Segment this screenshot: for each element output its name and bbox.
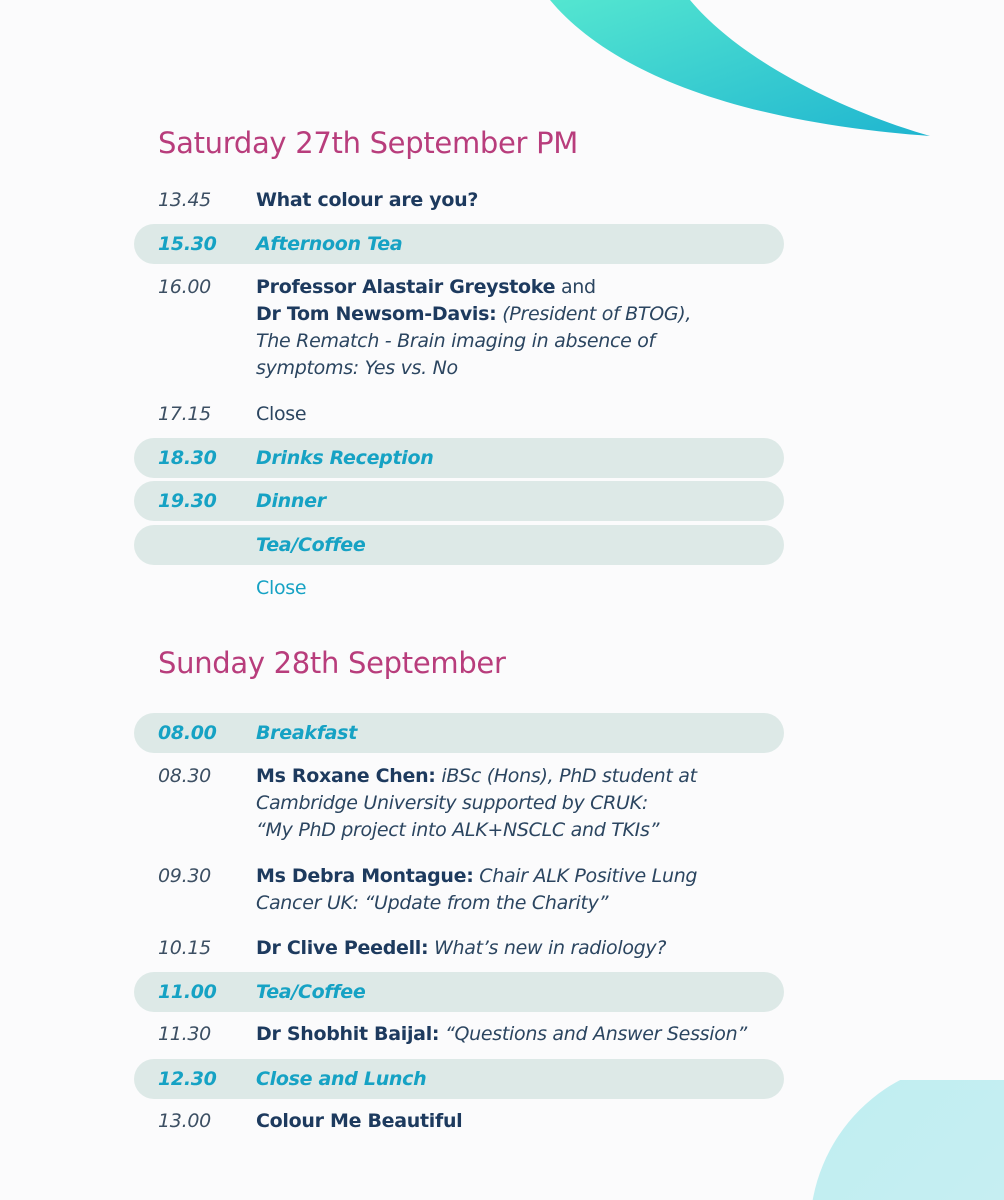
time: 17.15 bbox=[158, 403, 211, 425]
talk-detail: “Questions and Answer Session” bbox=[439, 1023, 747, 1045]
speaker-name: Dr Tom Newsom-Davis: bbox=[256, 303, 497, 325]
section-title-saturday: Saturday 27th September PM bbox=[158, 126, 578, 160]
schedule-row bbox=[134, 274, 784, 382]
description bbox=[256, 1021, 784, 1048]
time: 13.45 bbox=[158, 189, 211, 211]
talk-detail: (President of BTOG), bbox=[496, 303, 692, 325]
time: 16.00 bbox=[158, 276, 211, 298]
description: Breakfast bbox=[256, 721, 357, 744]
decorative-circle-shape bbox=[760, 1080, 1004, 1200]
schedule-row bbox=[134, 935, 784, 962]
decorative-wave-shape bbox=[540, 0, 960, 150]
description bbox=[256, 763, 784, 844]
event-title: Colour Me Beautiful bbox=[256, 1110, 463, 1132]
description: Close bbox=[256, 577, 307, 599]
talk-detail: symptoms: Yes vs. No bbox=[256, 357, 458, 379]
description: Tea/Coffee bbox=[256, 980, 366, 1003]
description: Close bbox=[256, 403, 307, 425]
talk-detail: Cambridge University supported by CRUK: bbox=[256, 792, 648, 814]
description bbox=[256, 1108, 784, 1135]
talk-detail: Chair ALK Positive Lung bbox=[473, 865, 698, 887]
description: Afternoon Tea bbox=[256, 232, 403, 255]
schedule-row bbox=[134, 763, 784, 844]
speaker-name: Dr Clive Peedell: bbox=[256, 937, 429, 959]
schedule-row bbox=[134, 1108, 784, 1135]
description bbox=[256, 863, 784, 917]
talk-detail: Cancer UK: “Update from the Charity” bbox=[256, 892, 609, 914]
description: Tea/Coffee bbox=[256, 533, 366, 556]
description bbox=[256, 274, 784, 382]
talk-detail: “My PhD project into ALK+NSCLC and TKIs” bbox=[256, 819, 660, 841]
schedule-row bbox=[134, 401, 784, 428]
speaker-name: Dr Shobhit Baijal: bbox=[256, 1023, 440, 1045]
schedule-row bbox=[134, 863, 784, 917]
speaker-name: Ms Roxane Chen: bbox=[256, 765, 436, 787]
speaker-name: Professor Alastair Greystoke bbox=[256, 276, 556, 298]
schedule-row-highlight bbox=[134, 481, 784, 521]
connector-text: and bbox=[555, 276, 596, 298]
time: 13.00 bbox=[158, 1110, 211, 1132]
time: 11.00 bbox=[158, 980, 217, 1003]
description: Dinner bbox=[256, 489, 326, 512]
schedule-row-highlight bbox=[134, 438, 784, 478]
schedule-row bbox=[134, 575, 784, 602]
time: 11.30 bbox=[158, 1023, 211, 1045]
talk-detail: What’s new in radiology? bbox=[428, 937, 667, 959]
speaker-name: Ms Debra Montague: bbox=[256, 865, 474, 887]
description: Drinks Reception bbox=[256, 446, 434, 469]
schedule-row bbox=[134, 1021, 784, 1048]
time: 09.30 bbox=[158, 865, 211, 887]
section-title-sunday: Sunday 28th September bbox=[158, 646, 506, 680]
schedule-row-highlight bbox=[134, 713, 784, 753]
description bbox=[256, 187, 784, 214]
time: 10.15 bbox=[158, 937, 211, 959]
talk-detail: iBSc (Hons), PhD student at bbox=[435, 765, 697, 787]
time: 12.30 bbox=[158, 1067, 217, 1090]
time: 19.30 bbox=[158, 489, 217, 512]
schedule-row-highlight bbox=[134, 224, 784, 264]
description bbox=[256, 935, 784, 962]
schedule-row-highlight bbox=[134, 972, 784, 1012]
time: 08.00 bbox=[158, 721, 217, 744]
talk-detail: The Rematch - Brain imaging in absence of bbox=[256, 330, 655, 352]
description: Close and Lunch bbox=[256, 1067, 427, 1090]
schedule-row-highlight bbox=[134, 525, 784, 565]
schedule-row-highlight bbox=[134, 1059, 784, 1099]
time: 08.30 bbox=[158, 765, 211, 787]
time: 15.30 bbox=[158, 232, 217, 255]
time: 18.30 bbox=[158, 446, 217, 469]
schedule-row bbox=[134, 187, 784, 214]
event-title: What colour are you? bbox=[256, 189, 479, 211]
